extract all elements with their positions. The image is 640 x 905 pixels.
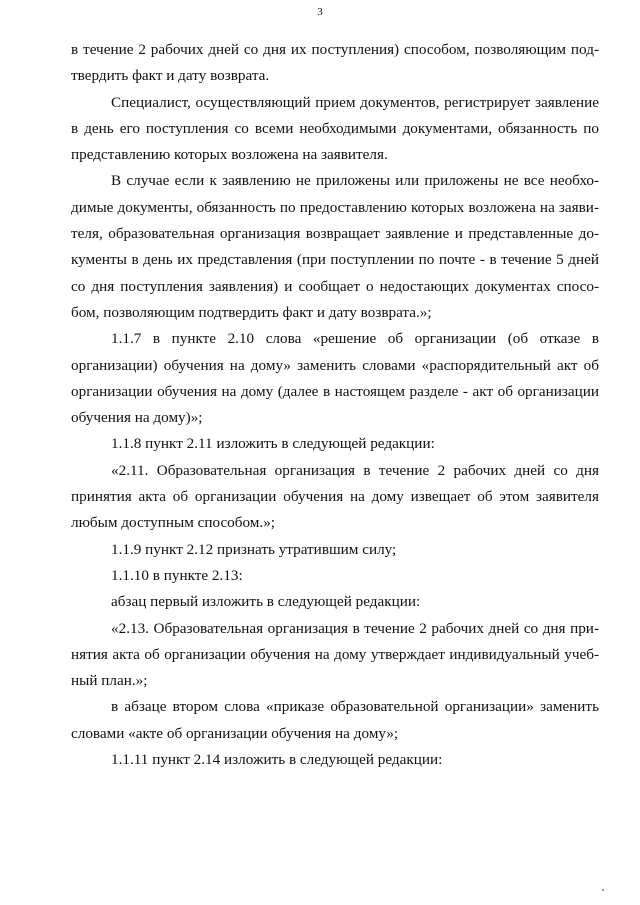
paragraph-second-abzac: в абзаце втором слова «приказе образовательной организации» заменить словами «акте об организации обучения на дому»; <box>71 698 599 742</box>
paragraph-clause-2-11: «2.11. Образовательная организация в течение 2 рабочих дней со дня принятия акта об организации обучения на дому извещает об этом заявителя любым доступным способом.»; <box>71 461 599 532</box>
paragraph-return-continuation: в течение 2 рабочих дней со дня их поступления) способом, позволяющим подтвердить факт и дату возврата. <box>71 41 599 85</box>
paragraph-item-1-1-8: 1.1.8 пункт 2.11 изложить в следующей редакции: <box>111 435 435 453</box>
paragraph-missing-documents: В случае если к заявлению не приложены или приложены не все необходимые документы, обязанность по предоставлению которых возложена на заявителя, образовательная организация возвращает заявление и представленные документы в день их представления (при поступлении по почте - в течение 5 дней со дня поступления заявления) и сообщает о недостающих документах способом, позволяющим подтвердить факт и дату возврата.»; <box>71 172 599 321</box>
paragraph-registration: Специалист, осуществляющий прием документов, регистрирует заявление в день его поступления со всеми необходимыми документами, обязанность по представлению которых возложена на заявителя. <box>71 93 599 164</box>
page-number: 3 <box>317 6 323 18</box>
paragraph-clause-2-13: «2.13. Образовательная организация в течение 2 рабочих дней со дня принятия акта об организации обучения на дому утверждает индивидуальный учебный план.»; <box>71 619 599 690</box>
document-body <box>71 37 599 773</box>
paragraph-item-1-1-7: 1.1.7 в пункте 2.10 слова «решение об организации (об отказе в организации) обучения на дому» заменить словами «распорядительный акт об организации обучения на дому (далее в настоящем разделе - акт об организации обучения на дому)»; <box>71 330 599 427</box>
scan-speck <box>602 889 604 891</box>
paragraph-item-1-1-9: 1.1.9 пункт 2.12 признать утратившим силу; <box>111 540 397 558</box>
paragraph-item-1-1-10: 1.1.10 в пункте 2.13: <box>111 566 243 584</box>
paragraph-item-1-1-11: 1.1.11 пункт 2.14 изложить в следующей редакции: <box>111 751 443 769</box>
paragraph-first-abzac: абзац первый изложить в следующей редакции: <box>111 593 421 611</box>
